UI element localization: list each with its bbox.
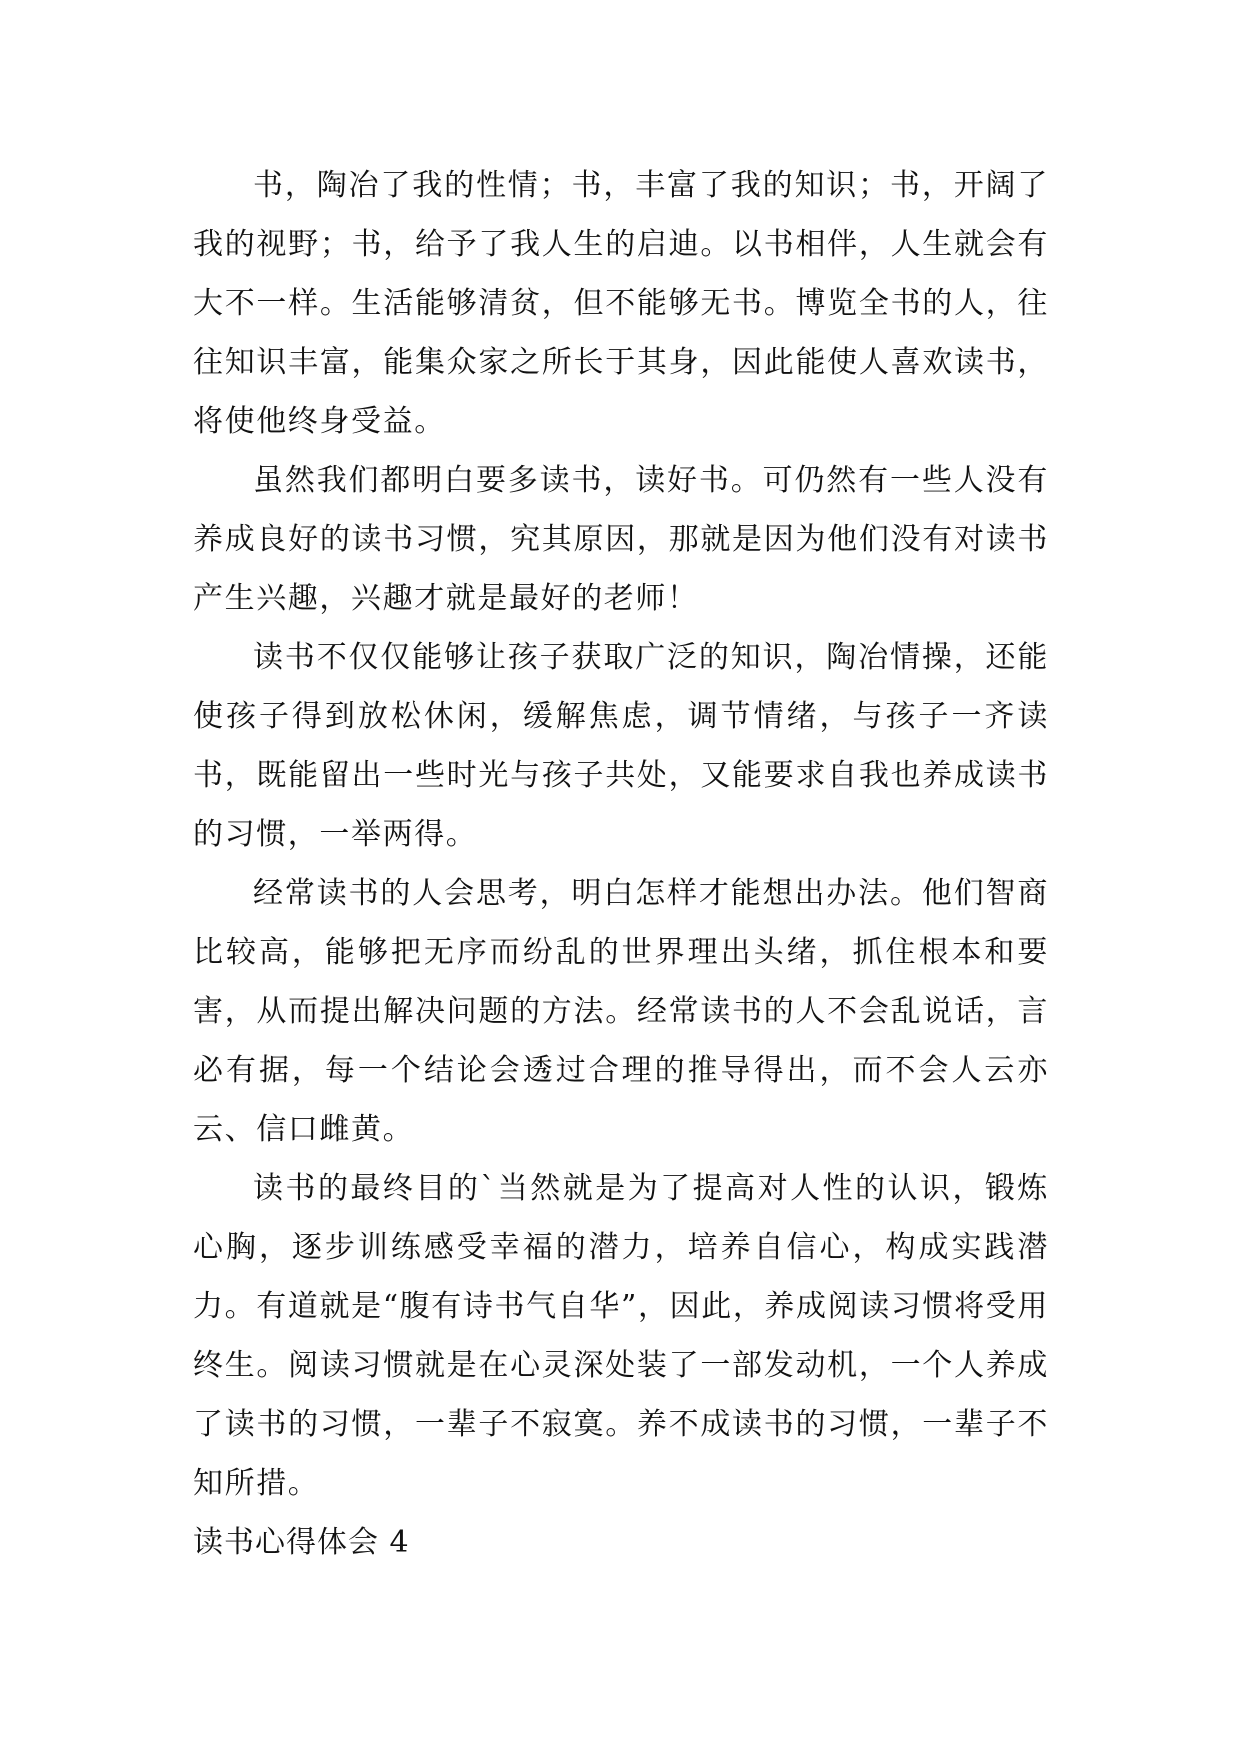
document-body bbox=[193, 156, 1049, 1572]
paragraph: 经常读书的人会思考，明白怎样才能想出办法。他们智商比较高，能够把无序而纷乱的世界理出头绪，抓住根本和要害，从而提出解决问题的方法。经常读书的人不会乱说话，言必有据，每一个结论会透过合理的推导得出，而不会人云亦云、信口雌黄。 bbox=[193, 876, 1049, 1147]
paragraph: 读书不仅仅能够让孩子获取广泛的知识，陶冶情操，还能使孩子得到放松休闲，缓解焦虑，调节情绪，与孩子一齐读书，既能留出一些时光与孩子共处，又能要求自我也养成读书的习惯，一举两得。 bbox=[193, 640, 1049, 852]
paragraph: 读书的最终目的`当然就是为了提高对人性的认识，锻炼心胸，逐步训练感受幸福的潜力，培养自信心，构成实践潜力。有道就是“腹有诗书气自华”，因此，养成阅读习惯将受用终生。阅读习惯就是在心灵深处装了一部发动机，一个人养成了读书的习惯，一辈子不寂寞。养不成读书的习惯，一辈子不知所措。 bbox=[193, 1171, 1049, 1501]
section-heading: 读书心得体会 4 bbox=[193, 1525, 410, 1560]
paragraph: 书，陶冶了我的性情；书，丰富了我的知识；书，开阔了我的视野；书，给予了我人生的启迪。以书相伴，人生就会有大不一样。生活能够清贫，但不能够无书。博览全书的人，往往知识丰富，能集众家之所长于其身，因此能使人喜欢读书，将使他终身受益。 bbox=[193, 168, 1049, 439]
paragraph: 虽然我们都明白要多读书，读好书。可仍然有一些人没有养成良好的读书习惯，究其原因，那就是因为他们没有对读书产生兴趣，兴趣才就是最好的老师！ bbox=[193, 463, 1049, 616]
